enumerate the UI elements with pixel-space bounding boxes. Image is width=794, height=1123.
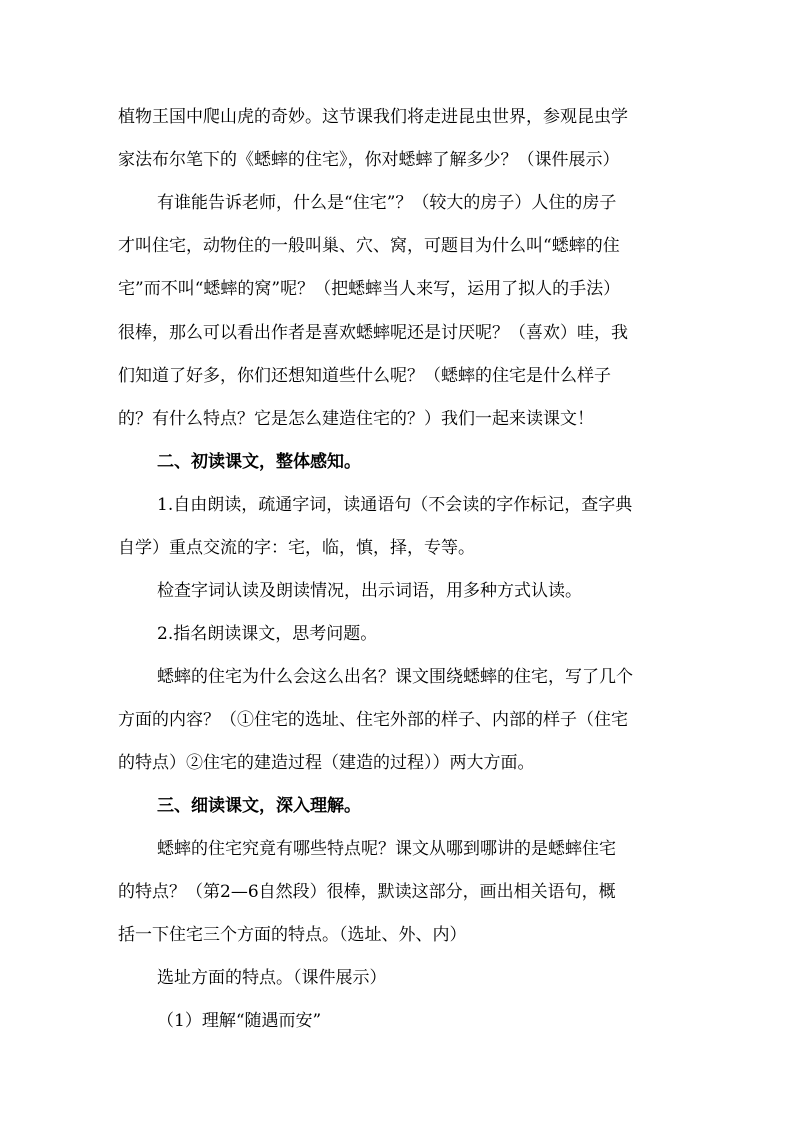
paragraph-line: 植物王国中爬山虎的奇妙。这节课我们将走进昆虫世界，参观昆虫学 bbox=[118, 107, 628, 127]
paragraph-line: 蟋蟀的住宅究竟有哪些特点呢？课文从哪到哪讲的是蟋蟀住宅 bbox=[157, 839, 616, 859]
paragraph-line: 方面的内容？（①住宅的选址、住宅外部的样子、内部的样子（住宅 bbox=[118, 710, 628, 730]
paragraph-line: 们知道了好多，你们还想知道些什么呢？（蟋蟀的住宅是什么样子 bbox=[118, 366, 611, 386]
paragraph-line: 2.指名朗读课文，思考问题。 bbox=[157, 624, 378, 644]
paragraph-line: 选址方面的特点。（课件展示） bbox=[157, 968, 387, 988]
section-heading: 二、初读课文，整体感知。 bbox=[157, 452, 361, 472]
paragraph-line: 很棒，那么可以看出作者是喜欢蟋蟀呢还是讨厌呢？（喜欢）哇，我 bbox=[118, 323, 628, 343]
paragraph-line: 的特点？（第2—6自然段）很棒，默读这部分，画出相关语句，概 bbox=[118, 882, 616, 902]
paragraph-line: 括一下住宅三个方面的特点。（选址、外、内） bbox=[118, 925, 467, 945]
paragraph-line: 1.自由朗读，疏通字词，读通语句（不会读的字作标记，查字典 bbox=[157, 495, 633, 515]
paragraph-line: 宅”而不叫“蟋蟀的窝”呢？（把蟋蟀当人来写，运用了拟人的手法） bbox=[118, 279, 621, 299]
paragraph-line: 才叫住宅，动物住的一般叫巢、穴、窝，可题目为什么叫“蟋蟀的住 bbox=[118, 236, 620, 256]
paragraph-line: 自学）重点交流的字：宅，临，慎，择，专等。 bbox=[118, 538, 475, 558]
paragraph-line: 的？有什么特点？它是怎么建造住宅的？）我们一起来读课文！ bbox=[118, 409, 594, 429]
paragraph-line: （1）理解“随遇而安” bbox=[157, 1011, 322, 1031]
paragraph-line: 蟋蟀的住宅为什么会这么出名？课文围绕蟋蟀的住宅，写了几个 bbox=[157, 667, 633, 687]
paragraph-line: 有谁能告诉老师，什么是“住宅”？（较大的房子）人住的房子 bbox=[157, 193, 617, 213]
paragraph-line: 家法布尔笔下的《蟋蟀的住宅》，你对蟋蟀了解多少？（课件展示） bbox=[118, 150, 620, 170]
paragraph-line: 的特点）②住宅的建造过程（建造的过程））两大方面。 bbox=[118, 753, 535, 773]
section-heading: 三、细读课文，深入理解。 bbox=[157, 796, 361, 816]
paragraph-line: 检查字词认读及朗读情况，出示词语，用多种方式认读。 bbox=[157, 581, 582, 601]
